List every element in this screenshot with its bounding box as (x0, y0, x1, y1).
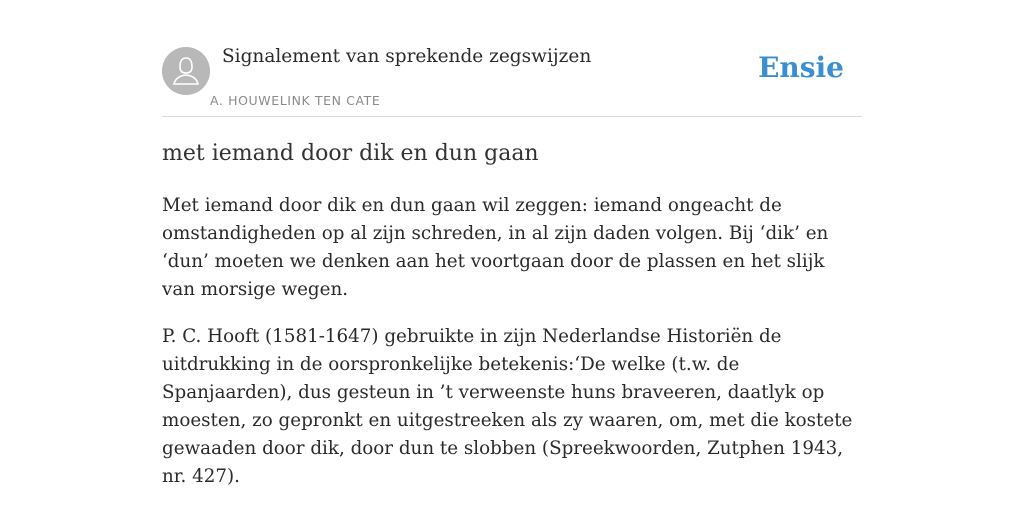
paragraph: Met iemand door dik en dun gaan wil zeggen: iemand ongeacht de omstandigheden op al zijn schreden, in al zijn daden volgen. Bij ‘dik’ en ‘dun’ moeten we denken aan het voortgaan door de plassen en het slijk van morsige wegen. (162, 195, 829, 300)
entry-title: met iemand door dik en dun gaan (162, 141, 539, 166)
brand-logo[interactable]: Ensie (758, 51, 844, 84)
paragraph: P. C. Hooft (1581-1647) gebruikte in zijn Nederlandse Historiën de uitdrukking in de oorspronkelijke betekenis:‘De welke (t.w. de Spanjaarden), dus gesteun in ’t verweenste huns braveeren, daatlyk op moesten, zo gepronkt en uitgestreeken als zy waaren, om, met die kostete gewaaden door dik, door dun te slobben (Spreekwoorden, Zutphen 1943, nr. 427). (162, 326, 853, 487)
entry-content (162, 192, 862, 510)
author-name[interactable]: A. HOUWELINK TEN CATE (210, 93, 381, 108)
source-title[interactable]: Signalement van sprekende zegswijzen (222, 46, 592, 67)
user-avatar-icon[interactable] (162, 47, 210, 95)
header (162, 0, 862, 117)
